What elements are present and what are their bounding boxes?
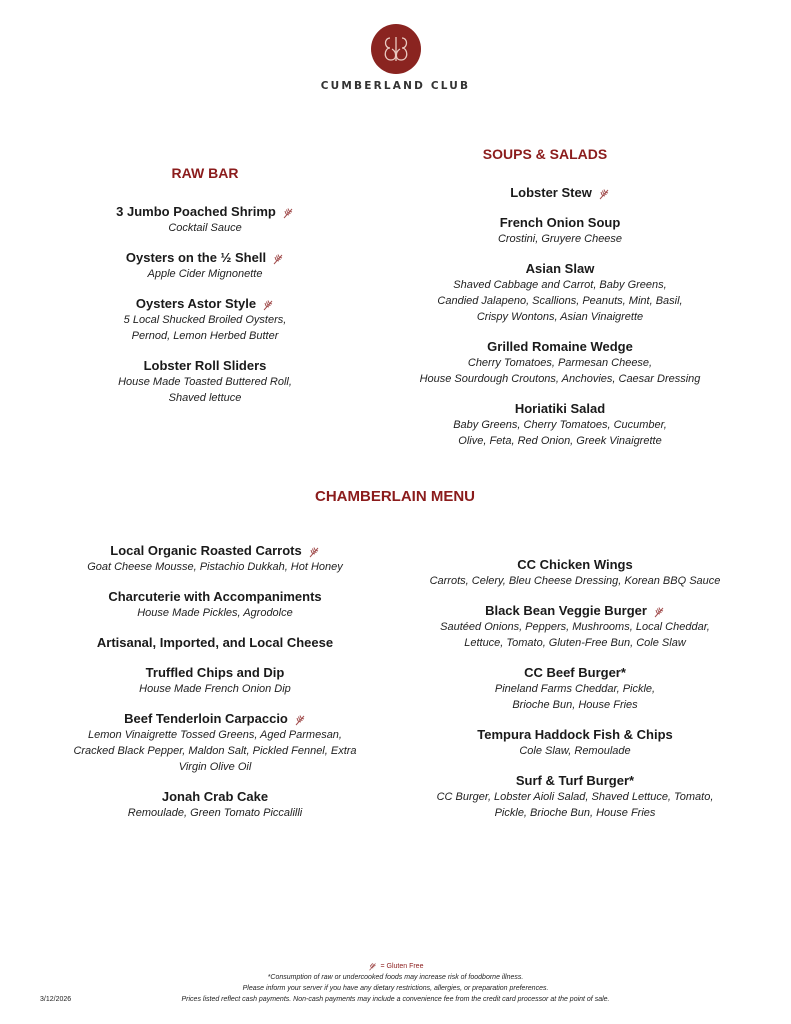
menu-item-name-text: Artisanal, Imported, and Local Cheese <box>96 635 334 650</box>
menu-item-name-text: French Onion Soup <box>499 215 621 230</box>
menu-item-name <box>70 296 340 312</box>
menu-item-name-text: Oysters Astor Style <box>135 296 257 311</box>
menu-item <box>50 635 380 651</box>
menu-item-name-text: CC Beef Burger* <box>524 665 626 680</box>
menu-footer <box>0 961 791 1005</box>
menu-item-description: Candied Jalapeno, Scallions, Peanuts, Mint, Basil, <box>437 295 683 307</box>
menu-item-name-text: Lobster Stew <box>510 185 592 200</box>
menu-item-description: Apple Cider Mignonette <box>147 268 263 280</box>
menu-item-description: Olive, Feta, Red Onion, Greek Vinaigrette <box>458 435 662 447</box>
menu-item-name-text: Charcuterie with Accompaniments <box>108 589 322 604</box>
menu-item-name-text: Black Bean Veggie Burger <box>485 603 647 618</box>
gluten-free-legend: = Gluten Free <box>380 963 424 970</box>
menu-date: 3/12/2026 <box>40 996 72 1003</box>
menu-item-name-text: Tempura Haddock Fish & Chips <box>477 727 673 742</box>
menu-item-description: CC Burger, Lobster Aioli Salad, Shaved Lettuce, Tomato, <box>436 791 714 803</box>
wheat-icon <box>282 207 294 219</box>
menu-item-description: House Made Toasted Buttered Roll, <box>118 376 292 388</box>
menu-item <box>70 204 340 236</box>
menu-item <box>50 589 380 621</box>
menu-item-description: Carrots, Celery, Bleu Cheese Dressing, Korean BBQ Sauce <box>429 575 721 587</box>
menu-item-name <box>410 773 740 789</box>
menu-item <box>70 296 340 344</box>
menu-item-description: Cracked Black Pepper, Maldon Salt, Pickled Fennel, Extra <box>73 745 357 757</box>
menu-item-description: Lemon Vinaigrette Tossed Greens, Aged Parmesan, <box>88 729 342 741</box>
menu-item-name-text: Truffled Chips and Dip <box>145 665 285 680</box>
menu-item <box>400 261 720 325</box>
menu-item-name-text: Oysters on the ½ Shell <box>125 250 267 265</box>
menu-item-name <box>400 215 720 231</box>
soups-salads-title: SOUPS & SALADS <box>482 146 608 162</box>
menu-item-name <box>400 339 720 355</box>
menu-item <box>410 603 740 651</box>
menu-item-description: Pineland Farms Cheddar, Pickle, <box>494 683 656 695</box>
wheat-icon <box>294 714 306 726</box>
menu-item-name <box>50 665 380 681</box>
menu-item <box>70 250 340 282</box>
menu-item-name-text: Grilled Romaine Wedge <box>487 339 633 354</box>
menu-item <box>410 665 740 713</box>
menu-item <box>410 773 740 821</box>
menu-item-name <box>400 261 720 277</box>
footer-raw-warning: *Consumption of raw or undercooked foods may increase risk of foodborne illness. <box>267 974 524 981</box>
menu-item-description: Shaved Cabbage and Carrot, Baby Greens, <box>453 279 667 291</box>
menu-item-name <box>50 789 380 805</box>
menu-item-name <box>400 185 720 201</box>
menu-item-name <box>410 665 740 681</box>
footer-dietary-note: Please inform your server if you have any dietary restrictions, allergies, or preparation preferences. <box>242 985 549 992</box>
menu-item-name-text: Beef Tenderloin Carpaccio <box>124 711 288 726</box>
footer-payment-note: Prices listed reflect cash payments. Non-cash payments may include a convenience fee from the credit card processor at the point of sale. <box>181 996 610 1003</box>
menu-item-name <box>70 204 340 220</box>
menu-item <box>400 339 720 387</box>
menu-item-name-text: Asian Slaw <box>525 261 595 276</box>
wheat-icon <box>262 299 274 311</box>
menu-item-name <box>70 250 340 266</box>
wheat-icon <box>653 606 665 618</box>
menu-item-name-text: Surf & Turf Burger* <box>515 773 635 788</box>
menu-item-name <box>50 589 380 605</box>
menu-item <box>410 557 740 589</box>
menu-item <box>50 789 380 821</box>
menu-item-name <box>50 711 380 727</box>
menu-item-description: Shaved lettuce <box>168 392 242 404</box>
chamberlain-title: CHAMBERLAIN MENU <box>315 488 475 505</box>
menu-item-name-text: Jonah Crab Cake <box>161 789 269 804</box>
menu-item-description: House Sourdough Croutons, Anchovies, Caesar Dressing <box>419 373 701 385</box>
menu-item <box>400 215 720 247</box>
menu-item-description: Pickle, Brioche Bun, House Fries <box>494 807 656 819</box>
menu-item-description: Brioche Bun, House Fries <box>512 699 638 711</box>
menu-item-name-text: Lobster Roll Sliders <box>143 358 267 373</box>
wheat-icon <box>598 188 610 200</box>
menu-item <box>400 401 720 449</box>
menu-item-description: Cherry Tomatoes, Parmesan Cheese, <box>467 357 653 369</box>
brand-name: CUMBERLAND CLUB <box>320 80 471 92</box>
menu-item-description: 5 Local Shucked Broiled Oysters, <box>123 314 287 326</box>
menu-item-name <box>410 603 740 619</box>
menu-item-name <box>400 401 720 417</box>
soups-salads-list <box>400 185 720 463</box>
menu-item-name <box>70 358 340 374</box>
chamberlain-left-list <box>50 543 380 835</box>
menu-item-name <box>410 557 740 573</box>
menu-item <box>50 543 380 575</box>
menu-item-description: Lettuce, Tomato, Gluten-Free Bun, Cole Slaw <box>464 637 686 649</box>
menu-item <box>50 711 380 775</box>
raw-bar-list <box>70 204 340 420</box>
menu-item-name <box>410 727 740 743</box>
menu-item-description: Crispy Wontons, Asian Vinaigrette <box>476 311 644 323</box>
menu-item-name-text: Local Organic Roasted Carrots <box>110 543 302 558</box>
club-logo <box>0 24 791 92</box>
menu-item-description: Sautéed Onions, Peppers, Mushrooms, Local Cheddar, <box>440 621 710 633</box>
menu-item-description: Baby Greens, Cherry Tomatoes, Cucumber, <box>453 419 667 431</box>
menu-item-description: House Made French Onion Dip <box>139 683 291 695</box>
menu-item-name-text: CC Chicken Wings <box>517 557 633 572</box>
menu-item-name <box>50 543 380 559</box>
raw-bar-title: RAW BAR <box>171 165 239 181</box>
menu-item-description: Cole Slaw, Remoulade <box>519 745 631 757</box>
menu-item-description: Remoulade, Green Tomato Piccalilli <box>127 807 303 819</box>
menu-item-description: Pernod, Lemon Herbed Butter <box>131 330 279 342</box>
monogram-logo <box>371 24 421 74</box>
menu-item-description: Crostini, Gruyere Cheese <box>497 233 623 245</box>
menu-item <box>410 727 740 759</box>
wheat-icon <box>272 253 284 265</box>
wheat-icon <box>308 546 320 558</box>
menu-item-description: Virgin Olive Oil <box>178 761 252 773</box>
menu-item <box>70 358 340 406</box>
menu-item-description: Goat Cheese Mousse, Pistachio Dukkah, Hot Honey <box>87 561 343 573</box>
menu-item <box>50 665 380 697</box>
menu-item-description: House Made Pickles, Agrodolce <box>137 607 293 619</box>
menu-item-description: Cocktail Sauce <box>168 222 242 234</box>
menu-item <box>400 185 720 201</box>
menu-item-name-text: 3 Jumbo Poached Shrimp <box>116 204 276 219</box>
menu-item-name <box>50 635 380 651</box>
menu-item-name-text: Horiatiki Salad <box>514 401 606 416</box>
chamberlain-right-list <box>410 557 740 835</box>
wheat-icon <box>368 962 377 971</box>
